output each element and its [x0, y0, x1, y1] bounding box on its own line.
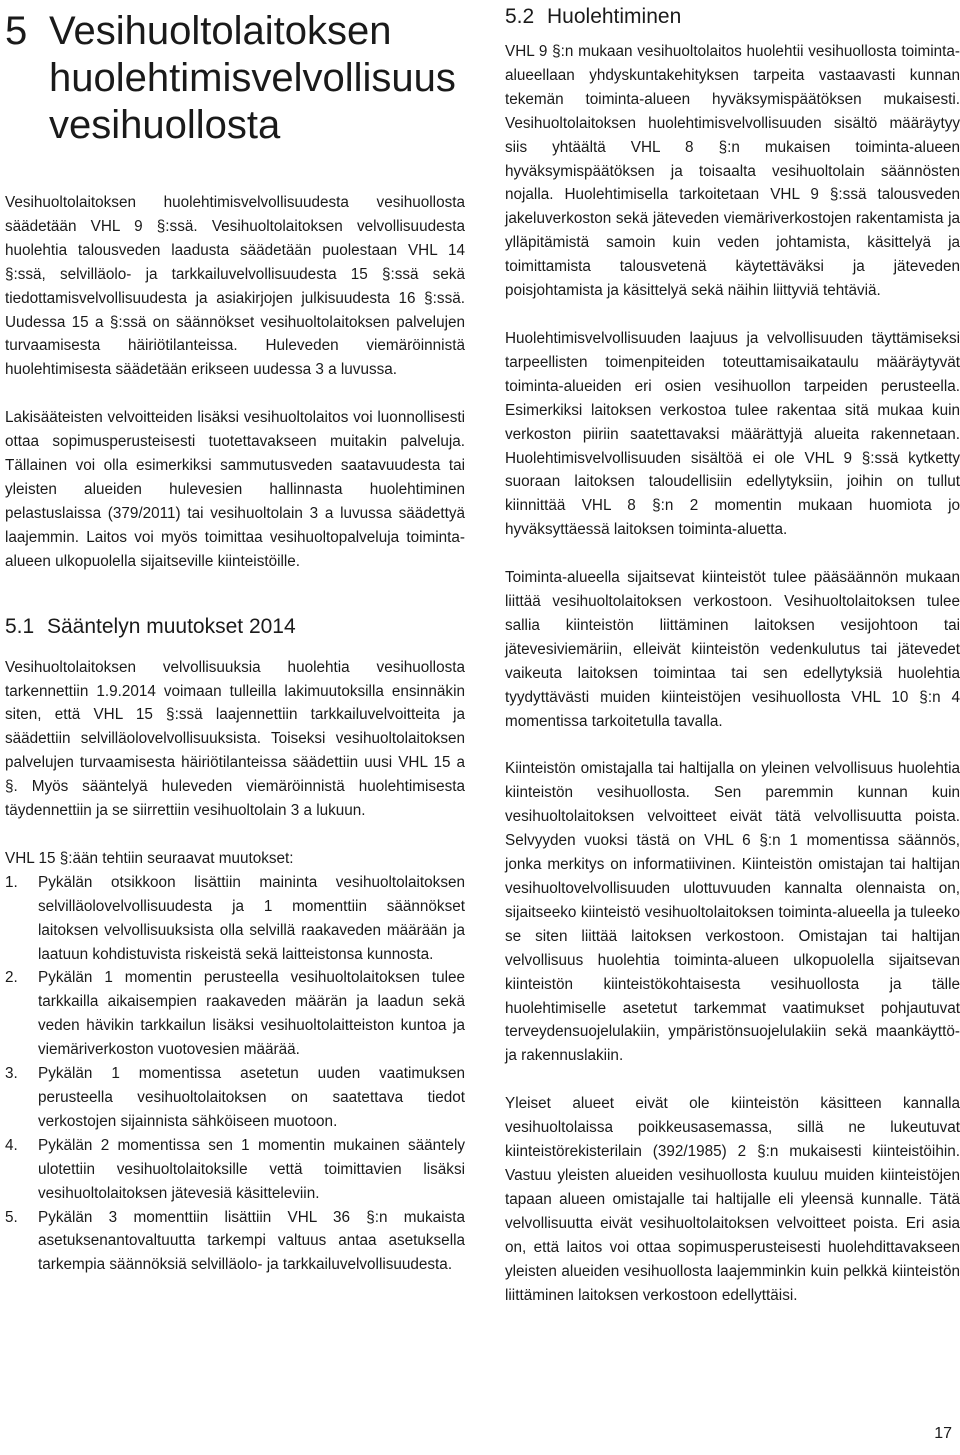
section-number: 5.2: [505, 5, 535, 28]
list-item-text: Pykälän otsikkoon lisättiin maininta vesihuoltolaitoksen selvilläolovelvollisuudesta ja 1 momenttiin säännökset laitoksen velvollisuuksista olla selvillä raakaveden määrään ja laatuun kohdistuvista riskeistä sekä laitteistonsa kunnosta.: [38, 873, 465, 963]
list-item: [5, 966, 465, 1062]
list-item-number: 4.: [5, 1136, 18, 1154]
list-item-number: 5.: [5, 1208, 18, 1226]
chapter-title: Vesihuoltolaitoksen huolehtimisvelvollisuus vesihuollosta: [49, 9, 456, 147]
section-5-1-paragraph: Vesihuoltolaitoksen velvollisuuksia huolehtia vesihuollosta tarkennettiin 1.9.2014 voimaan tulleilla lakimuutoksilla ensinnäkin siten, että VHL 15 §:ssä laajennettiin tarkkailuvelvoitteita ja säädettiin selvilläolovelvollisuuksista. Toiseksi vesihuoltolaitoksen palvelujen turvaamisesta häiriötilanteissa säädettiin uusi VHL 15 a §. Myös sääntelyä huleveden viemäröinnistä huolehtimisesta täydennettiin ja se siirrettiin vesihuoltolain 3 a lukuun.: [5, 658, 465, 820]
chapter-heading: [5, 8, 465, 149]
list-item-number: 3.: [5, 1065, 18, 1083]
section-heading-5-2: [505, 4, 960, 30]
intro-paragraph-1: Vesihuoltolaitoksen huolehtimisvelvollisuudesta vesihuollosta säädetään VHL 9 §:ssä. Vesihuoltolaitoksen velvollisuudesta huolehtia talousveden laadusta säädetään puolestaan VHL 14 §:ssä, selvilläolo- ja tarkkailuvelvollisuudesta 15 §:ssä sekä tiedottamisvelvollisuudesta ja asiakirjojen julkisuudesta 16 §:ssä. Uudessa 15 a §:ssä on säännökset vesihuoltolaitoksen palvelujen turvaamisesta häiriötilanteissa. Huleveden viemäröinnistä huolehtimisesta säädetään erikseen uudessa 3 a luvussa.: [5, 194, 465, 379]
section-title: Huolehtiminen: [547, 5, 682, 28]
list-intro: VHL 15 §:ään tehtiin seuraavat muutokset:: [5, 849, 294, 867]
list-item: [5, 1134, 465, 1206]
body-paragraph: Kiinteistön omistajalla tai haltijalla on yleinen velvollisuus huolehtia kiinteistön vesihuollosta. Sen paremmin kunnan kuin vesihuoltolaitoksen velvoitteet eivät tätä velvollisuutta poista. Selvyyden vuoksi tästä on VHL 6 §:n 1 momentissa säännös, jonka merkitys on informatiivinen. Kiinteistön omistajan tai haltijan vesihuoltovelvollisuuden ulottuvuuden kannalta olennaista on, sijaitseeko kiinteistö vesihuoltolaitoksen toiminta-alueella ja tuleeko se siten liittää laitoksen verkostoon. Omistajan tai haltijan velvollisuus huolehtia toiminta-alueen ulkopuolella sijaitsevan kiinteistön kiinteistökohtaisesta vesihuollosta ja tälle huolehtimiselle asetetut tarkemmat vaatimukset pohjautuvat terveydensuojelulakiin, ympäristönsuojelulakiin sekä maankäyttö- ja rakennuslakiin.: [505, 760, 960, 1065]
list-item-text: Pykälän 1 momentin perusteella vesihuoltolaitoksen tulee tarkkailla aikaisempien raakaveden määrän ja laadun sekä veden hävikin tarkkailun lisäksi vesihuoltolaitteiston kuntoa ja viemäriverkoston vuotovesien määrää.: [38, 969, 465, 1059]
body-paragraph: VHL 9 §:n mukaan vesihuoltolaitos huolehtii vesihuollosta toiminta-alueellaan yhdyskuntakehityksen tarpeita vastaavasti kunnan tekemän toiminta-alueen hyväksymispäätöksen mukaisesti. Vesihuoltolaitoksen huolehtimisvelvollisuuden sisältö määräytyy siis yhtäältä VHL 8 §:n mukaisen toiminta-alueen hyväksymispäätöksen ja toisaalta vesihuoltolain säännösten nojalla. Huolehtimisella tarkoitetaan VHL 9 §:ssä talousveden jakeluverkoston sekä jäteveden viemäriverkostojen rakentamista ja ylläpitämistä samoin kuin veden johtamista, käsittelyä ja toimittamista talousvetenä käytettäväksi ja jäteveden poisjohtamista ja käsittelyä sekä näihin liittyviä tehtäviä.: [505, 43, 960, 300]
intro-paragraph-2: Lakisääteisten velvoitteiden lisäksi vesihuoltolaitos voi luonnollisesti ottaa sopimusperusteisesti tuotettavakseen muitakin palveluja. Tällainen voi olla esimerkiksi sammutusveden saatavuudesta tai yleisten alueiden hulevesien hallinnasta huolehtiminen pelastuslaissa (379/2011) tai vesihuoltolain 3 a luvussa säädettyä laajemmin. Laitos voi myös toimittaa vesihuoltopalveluja toiminta-alueen ulkopuolella sijaitseville kiinteistöille.: [5, 409, 465, 570]
list-item-text: Pykälän 3 momenttiin lisättiin VHL 36 §:n mukaista asetuksenantovaltuutta tarkempi valtuus antaa asetuksella tarkempia säännöksiä selvilläolo- ja tarkkailuvelvollisuudesta.: [38, 1208, 465, 1274]
chapter-number: 5: [5, 9, 28, 53]
list-item-number: 1.: [5, 873, 18, 891]
body-paragraph: Yleiset alueet eivät ole kiinteistön käsitteen kannalla vesihuoltolaissa poikkeusasemassa, sillä ne lukeutuvat kiinteistörekisterilain (392/1985) 2 §:n mukaisesti kiinteistöihin. Vastuu yleisten alueiden vesihuollosta kuuluu muiden kiinteistöjen tapaan alueen omistajalle tai haltijalle eli yleensä kunnalle. Tätä velvollisuutta eivät vesihuoltolaitoksen velvoitteet poista. Eri asia on, että laitos voi ottaa sopimusperusteisesti huolehdittavakseen yleisten alueiden vesihuollosta laajemminkin kuin pelkkä kiinteistön liittäminen laitoksen verkostoon edellyttäisi.: [505, 1095, 960, 1304]
left-column: [5, 0, 465, 1277]
list-item: [5, 1206, 465, 1278]
section-title: Sääntelyn muutokset 2014: [47, 614, 296, 638]
right-column: [505, 0, 960, 1307]
list-item-text: Pykälän 2 momentissa sen 1 momentin mukainen sääntely ulotettiin vesihuoltolaitoksille vettä toimittavien lisäksi vesihuoltolaitoksen jätevesiä käsitteleviin.: [38, 1136, 465, 1202]
body-paragraph: Toiminta-alueella sijaitsevat kiinteistöt tulee pääsäännön mukaan liittää vesihuoltolaitoksen verkostoon. Vesihuoltolaitoksen tulee sallia kiinteistön liittäminen laitoksen vesijohtoon tai jätevesiviemäriin, elleivät kiinteistön vedenkulutus tai jätevedet vaikeuta laitoksen toimintaa tai sen edellytyksiä huolehtia tyydyttävästi muiden kiinteistöjen vesihuollosta VHL 10 §:n 4 momentissa tarkoitetulla tavalla.: [505, 569, 960, 730]
list-item-number: 2.: [5, 969, 18, 987]
body-paragraph: Huolehtimisvelvollisuuden laajuus ja velvollisuuden täyttämiseksi tarpeellisten toimenpiteiden toteuttamisaikataulu määräytyvät toiminta-alueiden eri osien vesihuollon tarpeiden perusteella. Esimerkiksi laitoksen verkostoa tulee rakentaa sitä mukaa kuin verkoston piiriin saatettavaksi määrättyjä alueita rakennetaan. Huolehtimisvelvollisuuden sisältöä ei ole VHL 9 §:ssä kytketty suoraan laitoksen taloudellisiin edellytyksiin, joihin on tullut kiinnittää VHL 8 §:n 2 momentin mukaan huomiota jo hyväksyttäessä laitoksen toiminta-aluetta.: [505, 329, 960, 539]
list-item: [5, 1062, 465, 1134]
section-heading-5-1: [5, 614, 465, 640]
changes-list: [5, 871, 465, 1277]
list-item: [5, 871, 465, 967]
section-number: 5.1: [5, 614, 35, 638]
page-number: 17: [934, 1425, 952, 1442]
list-item-text: Pykälän 1 momentissa asetetun uuden vaatimuksen perusteella vesihuoltolaitoksen on saatettava tiedot verkostojen sijainnista sähköiseen muotoon.: [38, 1065, 465, 1130]
